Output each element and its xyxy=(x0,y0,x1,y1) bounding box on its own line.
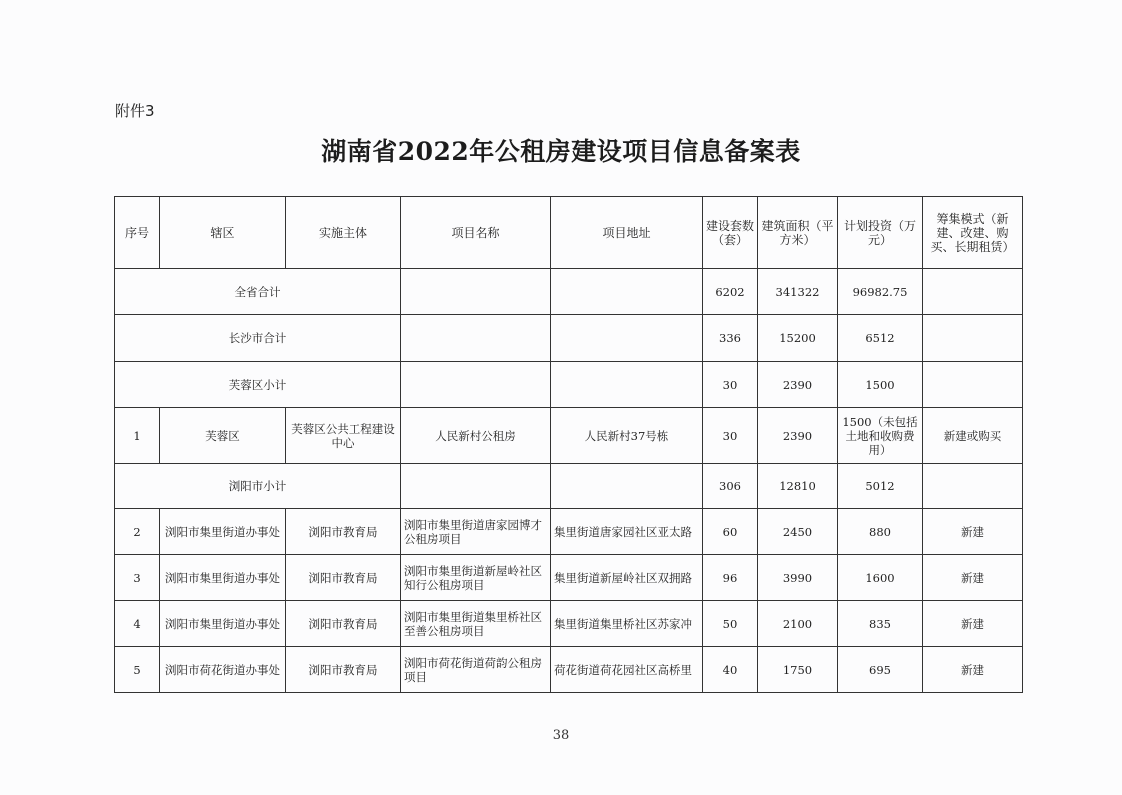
row-funding: 新建 xyxy=(923,509,1023,555)
row-area: 2390 xyxy=(758,408,838,464)
row-units: 40 xyxy=(703,647,758,693)
row-funding: 新建 xyxy=(923,647,1023,693)
row-address: 荷花街道荷花园社区高桥里 xyxy=(551,647,703,693)
liuyang-subtotal-area: 12810 xyxy=(758,464,838,509)
row-seq: 4 xyxy=(115,601,160,647)
empty-cell xyxy=(551,315,703,362)
row-funding: 新建 xyxy=(923,555,1023,601)
project-table xyxy=(114,196,1023,693)
row-area: 3990 xyxy=(758,555,838,601)
row-area: 1750 xyxy=(758,647,838,693)
empty-cell xyxy=(401,269,551,315)
row-district: 浏阳市集里街道办事处 xyxy=(160,555,286,601)
empty-cell xyxy=(923,315,1023,362)
row-seq: 1 xyxy=(115,408,160,464)
row-project-name: 浏阳市荷花街道荷韵公租房项目 xyxy=(401,647,551,693)
province-total-row xyxy=(115,269,1023,315)
row-units: 50 xyxy=(703,601,758,647)
empty-cell xyxy=(923,269,1023,315)
furong-subtotal-investment: 1500 xyxy=(838,362,923,408)
furong-subtotal-label: 芙蓉区小计 xyxy=(115,362,401,408)
header-project-name: 项目名称 xyxy=(401,197,551,269)
liuyang-subtotal-label: 浏阳市小计 xyxy=(115,464,401,509)
empty-cell xyxy=(551,464,703,509)
empty-cell xyxy=(401,362,551,408)
header-units: 建设套数（套） xyxy=(703,197,758,269)
row-address: 集里街道新屋岭社区双拥路 xyxy=(551,555,703,601)
row-district: 芙蓉区 xyxy=(160,408,286,464)
row-project-name: 浏阳市集里街道集里桥社区至善公租房项目 xyxy=(401,601,551,647)
row-address: 人民新村37号栋 xyxy=(551,408,703,464)
changsha-total-area: 15200 xyxy=(758,315,838,362)
row-units: 96 xyxy=(703,555,758,601)
furong-subtotal-units: 30 xyxy=(703,362,758,408)
empty-cell xyxy=(923,362,1023,408)
row-investment: 695 xyxy=(838,647,923,693)
header-district: 辖区 xyxy=(160,197,286,269)
row-entity: 浏阳市教育局 xyxy=(286,509,401,555)
row-area: 2100 xyxy=(758,601,838,647)
liuyang-subtotal-investment: 5012 xyxy=(838,464,923,509)
row-entity: 浏阳市教育局 xyxy=(286,647,401,693)
row-project-name: 人民新村公租房 xyxy=(401,408,551,464)
header-funding: 筹集模式（新建、改建、购买、长期租赁） xyxy=(923,197,1023,269)
province-total-area: 341322 xyxy=(758,269,838,315)
row-address: 集里街道集里桥社区苏家冲 xyxy=(551,601,703,647)
header-seq: 序号 xyxy=(115,197,160,269)
header-investment: 计划投资（万元） xyxy=(838,197,923,269)
table-row xyxy=(115,509,1023,555)
changsha-total-label: 长沙市合计 xyxy=(115,315,401,362)
header-address: 项目地址 xyxy=(551,197,703,269)
changsha-total-units: 336 xyxy=(703,315,758,362)
empty-cell xyxy=(401,315,551,362)
page-title: 湖南省2022年公租房建设项目信息备案表 xyxy=(321,137,801,166)
row-investment: 1600 xyxy=(838,555,923,601)
page-number: 38 xyxy=(552,728,570,743)
empty-cell xyxy=(551,269,703,315)
row-funding: 新建 xyxy=(923,601,1023,647)
row-seq: 3 xyxy=(115,555,160,601)
table-row xyxy=(115,408,1023,464)
row-investment: 1500（未包括土地和收购费用） xyxy=(838,408,923,464)
province-total-units: 6202 xyxy=(703,269,758,315)
row-investment: 880 xyxy=(838,509,923,555)
empty-cell xyxy=(923,464,1023,509)
row-project-name: 浏阳市集里街道唐家园博才公租房项目 xyxy=(401,509,551,555)
changsha-total-row xyxy=(115,315,1023,362)
row-district: 浏阳市集里街道办事处 xyxy=(160,509,286,555)
table-row xyxy=(115,555,1023,601)
furong-subtotal-row xyxy=(115,362,1023,408)
row-seq: 5 xyxy=(115,647,160,693)
row-entity: 浏阳市教育局 xyxy=(286,601,401,647)
row-district: 浏阳市集里街道办事处 xyxy=(160,601,286,647)
attachment-label: 附件3 xyxy=(115,102,155,120)
empty-cell xyxy=(401,464,551,509)
table-row xyxy=(115,601,1023,647)
row-funding: 新建或购买 xyxy=(923,408,1023,464)
header-row xyxy=(115,197,1023,269)
row-entity: 芙蓉区公共工程建设中心 xyxy=(286,408,401,464)
header-entity: 实施主体 xyxy=(286,197,401,269)
row-area: 2450 xyxy=(758,509,838,555)
row-investment: 835 xyxy=(838,601,923,647)
liuyang-subtotal-row xyxy=(115,464,1023,509)
row-project-name: 浏阳市集里街道新屋岭社区知行公租房项目 xyxy=(401,555,551,601)
table-row xyxy=(115,647,1023,693)
row-district: 浏阳市荷花街道办事处 xyxy=(160,647,286,693)
province-total-label: 全省合计 xyxy=(115,269,401,315)
row-seq: 2 xyxy=(115,509,160,555)
header-area: 建筑面积（平方米） xyxy=(758,197,838,269)
province-total-investment: 96982.75 xyxy=(838,269,923,315)
row-address: 集里街道唐家园社区亚太路 xyxy=(551,509,703,555)
empty-cell xyxy=(551,362,703,408)
changsha-total-investment: 6512 xyxy=(838,315,923,362)
row-entity: 浏阳市教育局 xyxy=(286,555,401,601)
liuyang-subtotal-units: 306 xyxy=(703,464,758,509)
row-units: 60 xyxy=(703,509,758,555)
furong-subtotal-area: 2390 xyxy=(758,362,838,408)
row-units: 30 xyxy=(703,408,758,464)
